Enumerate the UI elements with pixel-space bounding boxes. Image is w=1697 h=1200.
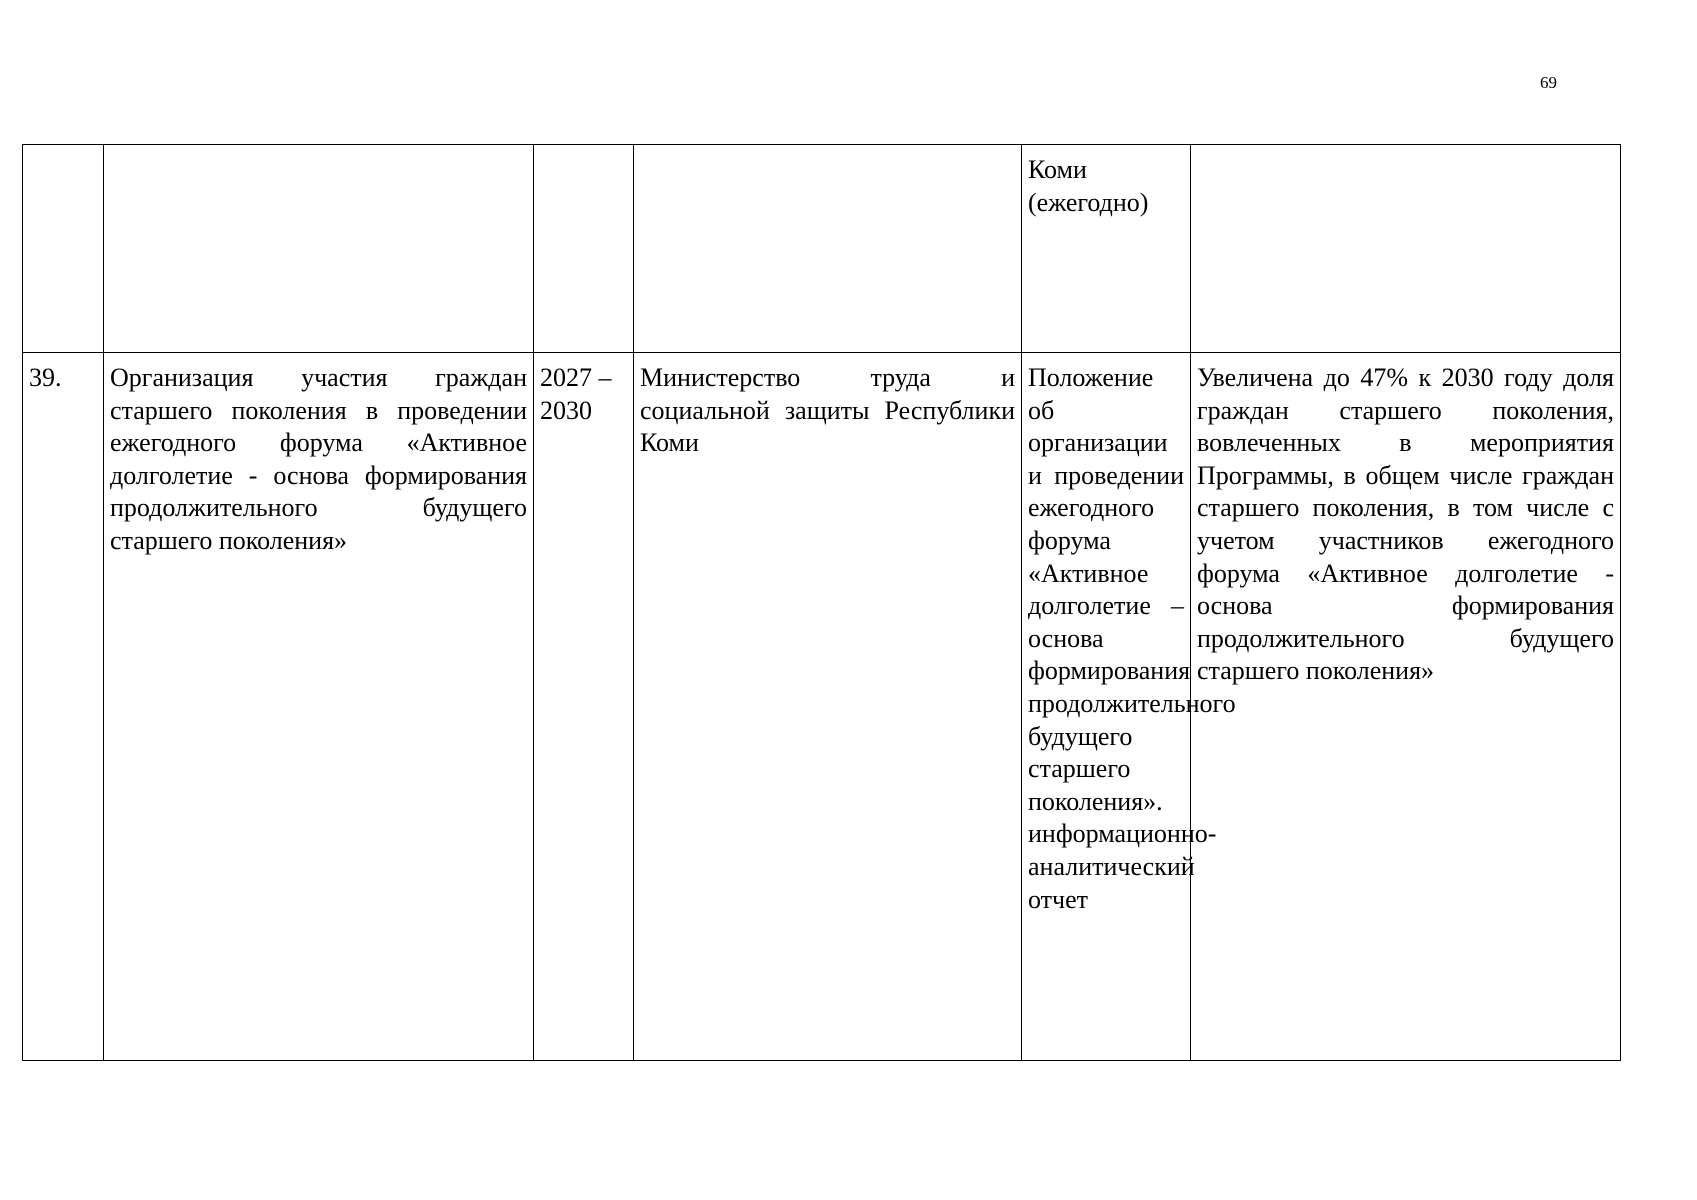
program-table [22, 144, 1621, 1061]
activity-text: Организация участия граждан старшего поколения в проведении ежегодного форума «Активное долголетие - основа формирования продолжительного будущего старшего поколения» [104, 353, 534, 1061]
cell-document [1022, 145, 1191, 353]
cell-responsible [634, 145, 1022, 353]
cell-period [534, 145, 634, 353]
cell-number [23, 145, 104, 353]
period-start: 2027 – [540, 363, 612, 392]
responsible-text: Министерство труда и социальной защиты Республики Коми [634, 353, 1022, 1061]
doc-continuation-line1: Коми [1028, 155, 1087, 184]
cell-activity [104, 145, 534, 353]
page-number: 69 [1540, 73, 1557, 92]
document-text: Положение об организации и проведении ежегодного форума «Активное долголетие – основа формирования продолжительного будущего старшего поколения». информационно-аналитический отчет [1022, 353, 1191, 1061]
period-end: 2030 [540, 395, 592, 425]
result-text: Увеличена до 47% к 2030 году доля граждан старшего поколения, вовлеченных в мероприятия Программы, в общем числе граждан старшего поколения, в том числе с учетом участников ежегодного форума «Активное долголетие - основа формирования продолжительного будущего старшего поколения» [1191, 353, 1621, 1061]
row-number: 39. [23, 353, 104, 1061]
continuation-row [23, 145, 1621, 353]
period-cell [534, 353, 634, 1061]
doc-continuation-line2: (ежегодно) [1028, 187, 1149, 217]
table-row [23, 353, 1621, 1061]
cell-result [1191, 145, 1621, 353]
